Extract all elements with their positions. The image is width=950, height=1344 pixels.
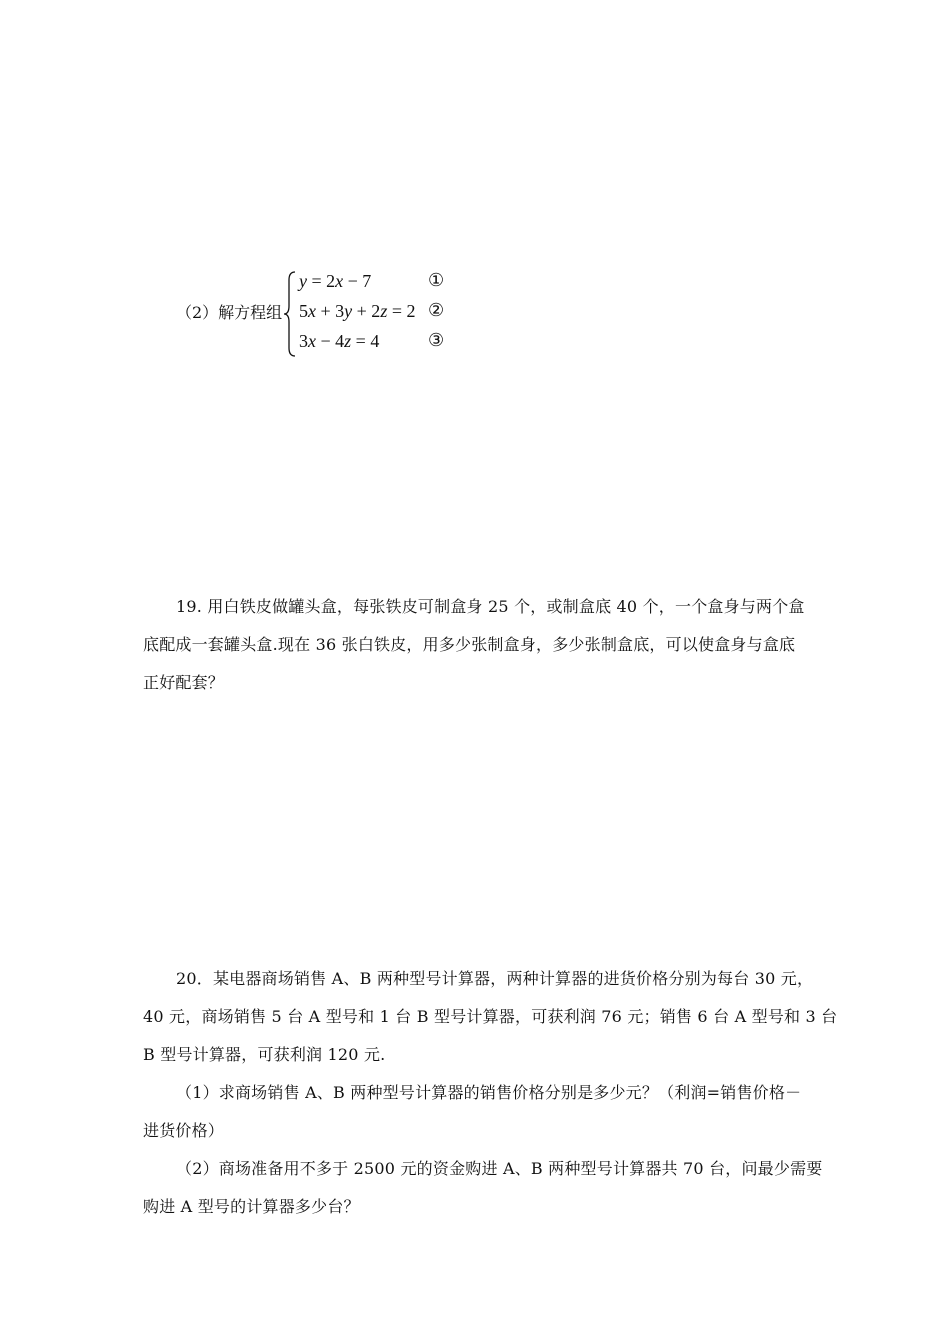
equation-2: 5x + 3y + 2z = 2 — [299, 301, 416, 321]
problem-20-line-2: 40 元，商场销售 5 台 A 型号和 1 台 B 型号计算器，可获利润 76 元；销售 6 台 A 型号和 3 台 — [143, 1007, 838, 1026]
problem-20-line-3: B 型号计算器，可获利润 120 元. — [143, 1045, 386, 1064]
problem-19-line-3: 正好配套？ — [143, 673, 225, 692]
equation-system-label: （2）解方程组 — [176, 303, 283, 322]
problem-20-sub2-line-1: （2）商场准备用不多于 2500 元的资金购进 A、B 两种型号计算器共 70 台，问最少需要 — [176, 1159, 823, 1178]
problem-20-sub1-line-1: （1）求商场销售 A、B 两种型号计算器的销售价格分别是多少元？（利润=销售价格－ — [176, 1083, 802, 1102]
equation-3: 3x − 4z = 4 — [299, 331, 380, 351]
equation-1-marker: ① — [428, 270, 445, 291]
problem-20-line-1: 20．某电器商场销售 A、B 两种型号计算器，两种计算器的进货价格分别为每台 30 元， — [176, 969, 814, 988]
problem-19-line-2: 底配成一套罐头盒.现在 36 张白铁皮，用多少张制盒身，多少张制盒底，可以使盒身与盒底 — [143, 635, 796, 654]
equation-2-marker: ② — [428, 300, 445, 321]
left-brace-icon — [283, 270, 297, 358]
problem-20-sub2-line-2: 购进 A 型号的计算器多少台？ — [143, 1197, 360, 1216]
problem-19-line-1: 19. 用白铁皮做罐头盒，每张铁皮可制盒身 25 个，或制盒底 40 个，一个盒身与两个盒 — [176, 597, 805, 616]
equation-1: y = 2x − 7 — [299, 271, 372, 291]
equation-3-marker: ③ — [428, 330, 445, 351]
problem-20-sub1-line-2: 进货价格） — [143, 1121, 225, 1140]
